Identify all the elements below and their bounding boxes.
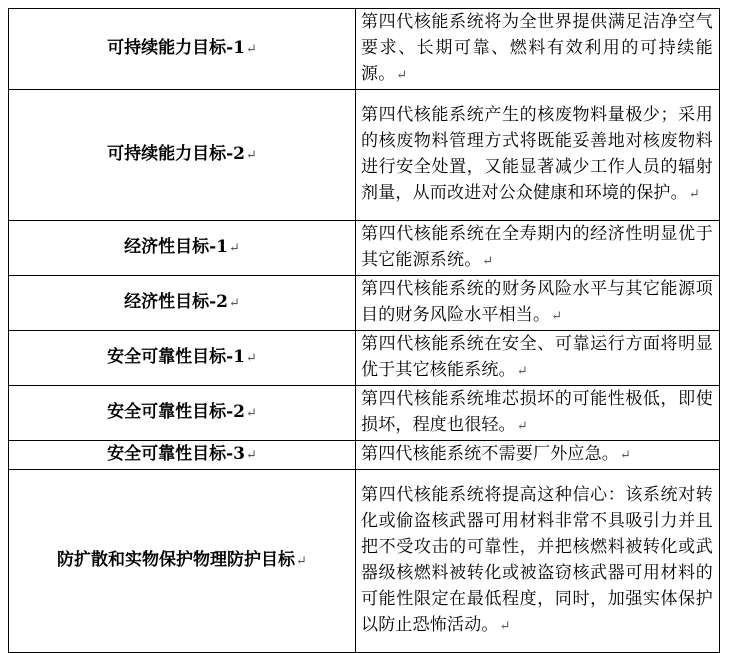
goal-description: 第四代核能系统堆芯损坏的可能性极低，即使损坏，程度也很轻。 [361, 389, 713, 435]
goal-description: 第四代核能系统产生的核废物料量极少；采用的核废物料管理方式将既能妥善地对核废物料进行安全处置，又能显著减少工作人员的辐射剂量，从而改进对公众健康和环境的保护。 [361, 105, 713, 203]
goal-name-cell [9, 470, 356, 653]
goal-name-cell [9, 386, 356, 441]
goal-description: 第四代核能系统的财务风险水平与其它能源项目的财务风险水平相当。 [361, 279, 713, 325]
paragraph-mark: ↵ [245, 148, 257, 163]
goal-description-cell [356, 470, 720, 653]
paragraph-mark: ↵ [516, 419, 528, 434]
goal-description-cell [356, 386, 720, 441]
goal-name: 安全可靠性目标-3 [107, 444, 245, 464]
paragraph-mark: ↵ [228, 241, 240, 256]
goal-description: 第四代核能系统在安全、可靠运行方面将明显优于其它核能系统。 [361, 334, 713, 380]
goal-name: 可持续能力目标-2 [107, 144, 245, 164]
paragraph-mark: ↵ [245, 448, 257, 463]
goal-description: 第四代核能系统在全寿期内的经济性明显优于其它能源系统。 [361, 224, 713, 270]
goal-description-cell [356, 221, 720, 276]
goal-name-cell [9, 276, 356, 331]
goal-description: 第四代核能系统不需要厂外应急。 [361, 444, 619, 464]
paragraph-mark: ↵ [296, 554, 307, 569]
paragraph-mark: ↵ [551, 309, 563, 324]
table-row [9, 221, 720, 276]
goal-name-cell [9, 441, 356, 470]
table-row [9, 470, 720, 653]
table-row [9, 276, 720, 331]
paragraph-mark: ↵ [245, 406, 257, 421]
goal-description-cell [356, 441, 720, 470]
table-row [9, 386, 720, 441]
goal-name: 安全可靠性目标-2 [107, 402, 245, 422]
goal-name-cell [9, 9, 356, 90]
table-row [9, 331, 720, 386]
paragraph-mark: ↵ [245, 351, 257, 366]
paragraph-mark: ↵ [482, 254, 494, 269]
goal-description-cell [356, 90, 720, 221]
goal-name-cell [9, 90, 356, 221]
goal-description-cell [356, 331, 720, 386]
paragraph-mark: ↵ [516, 364, 528, 379]
goal-name: 经济性目标-1 [124, 237, 228, 257]
table-row [9, 90, 720, 221]
paragraph-mark: ↵ [396, 68, 408, 83]
goal-name: 防扩散和实物保护物理防护目标 [57, 550, 296, 570]
goal-name-cell [9, 331, 356, 386]
goal-description: 第四代核能系统将提高这种信心：该系统对转化或偷盗核武器可用材料非常不具吸引力并且把不受攻击的可靠性，并把核燃料被转化或武器级核燃料被转化或被盗窃核武器可用材料的可能性限定在最低程度，同时，加强实体保护以防止恐怖活动。 [361, 485, 713, 635]
goal-description: 第四代核能系统将为全世界提供满足洁净空气要求、长期可靠、燃料有效利用的可持续能源。 [361, 12, 713, 84]
paragraph-mark: ↵ [245, 42, 257, 57]
goal-name: 可持续能力目标-1 [107, 38, 245, 58]
table-row [9, 441, 720, 470]
paragraph-mark: ↵ [620, 448, 632, 463]
goal-name: 经济性目标-2 [124, 292, 228, 312]
goal-name-cell [9, 221, 356, 276]
goal-description-cell [356, 276, 720, 331]
paragraph-mark: ↵ [228, 296, 240, 311]
table-row [9, 9, 720, 90]
goal-name: 安全可靠性目标-1 [107, 347, 245, 367]
goal-description-cell [356, 9, 720, 90]
goals-table [8, 8, 720, 653]
paragraph-mark: ↵ [499, 619, 511, 634]
paragraph-mark: ↵ [688, 187, 700, 202]
